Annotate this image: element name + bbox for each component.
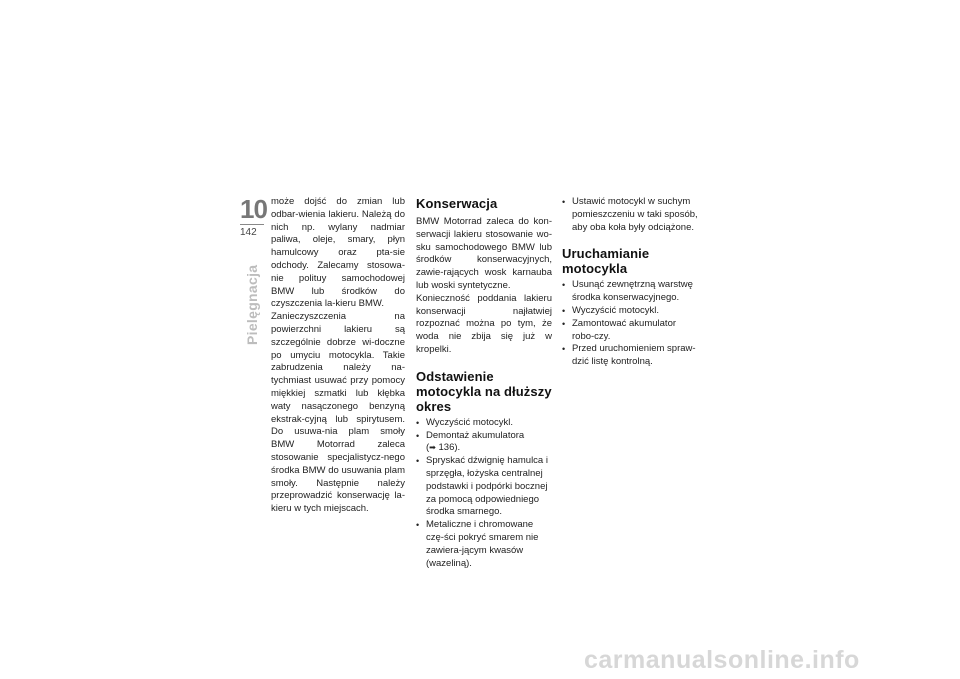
list-item-text: Przed uruchomieniem spraw-dzić listę kontrolną. [572, 343, 696, 368]
bullet-icon: • [562, 280, 566, 291]
page-reference[interactable]: 136). [438, 442, 461, 454]
bullet-icon: • [416, 417, 420, 428]
watermark: carmanualsonline.info [584, 646, 860, 674]
list-item [416, 519, 552, 570]
page-reference-open: ( [426, 442, 430, 454]
paragraph: Konieczność poddania lakieru konserwacji najłatwiej rozpoznać można po tym, że woda nie zbija się już w kropelki. [416, 292, 552, 355]
list-item-text: Wyczyścić motocykl. [572, 304, 660, 316]
list-item [416, 430, 552, 456]
bullet-list [416, 417, 552, 571]
list-item-text: Wyczyścić motocykl. [426, 416, 514, 428]
chapter-separator [240, 224, 264, 225]
list-item [562, 343, 698, 369]
bullet-list [562, 196, 698, 234]
section-heading-konserwacja: Konserwacja [416, 196, 498, 211]
chapter-title: Pielęgnacja [244, 264, 260, 345]
list-item [416, 455, 552, 519]
bullet-icon: • [416, 456, 420, 467]
bullet-icon: • [562, 305, 566, 316]
paragraph: Zanieczyszczenia na powierzchni lakieru są szczególnie dobrze wi-doczne po umyciu motocykla. Takie zabrudzenia należy na-tychmiast usuwać przy pomocy miękkiej szmatki lub kłębka waty nasączonego benzyną ekstrak-cyjną lub spirytusem. Do usuwa-nia plam smoły BMW Motorrad zaleca stosowanie specjalistycz-nego środka BMW do usuwania plam smoły. Następnie należy przeprowadzić konserwację la-kieru w tych miejscach. [271, 311, 405, 515]
section-heading-uruchamianie: Uruchamianie motocykla [562, 246, 650, 277]
bullet-list [562, 279, 698, 369]
bullet-icon: • [416, 430, 420, 441]
page-number: 142 [240, 227, 257, 238]
list-item-text: Ustawić motocykl w suchym pomieszczeniu w taki sposób, aby oba koła były odciążone. [572, 196, 698, 233]
bullet-icon: • [562, 344, 566, 355]
section-heading-odstawienie: Odstawienie motocykla na dłuższy okres [416, 368, 552, 414]
column-3 [562, 196, 698, 369]
bullet-icon: • [562, 318, 566, 329]
list-item [416, 417, 552, 430]
list-item [562, 279, 698, 305]
column-2 [416, 196, 552, 570]
chapter-number: 10 [240, 194, 267, 224]
list-item-text: Zamontować akumulator robo-czy. [572, 317, 677, 342]
list-item [562, 318, 698, 344]
paragraph: BMW Motorrad zaleca do kon-serwacji lakieru stosowanie wo-sku samochodowego BMW lub środków konserwacyjnych, zawie-rających wosk karnauba lub woski syntetyczne. [416, 216, 552, 291]
list-item-text: Metaliczne i chromowane czę-ści pokryć smarem nie zawiera-jącym kwasów (wazeliną). [426, 519, 539, 569]
bullet-icon: • [562, 197, 566, 207]
list-item-text: Spryskać dźwignię hamulca i sprzęgła, łożyska centralnej podstawki i podpórki bocznej za pomocą odpowiedniego środka smarnego. [426, 455, 548, 518]
list-item-text: Usunąć zewnętrzną warstwę środka konserwacyjnego. [572, 279, 693, 304]
list-item-text: Demontaż akumulatora [426, 429, 525, 441]
paragraph: może dojść do zmian lub odbar-wienia lakieru. Należą do nich np. wylany nadmiar paliwa, oleje, smary, płyn hamulcowy oraz pta-sie odchody. Zalecamy stosowa-nie polituy samochodowej BMW lub środków do czyszczenia la-kieru BMW. [271, 196, 405, 310]
bullet-icon: • [416, 520, 420, 531]
column-1 [271, 196, 405, 516]
list-item [562, 305, 698, 318]
arrow-right-icon: ➡ [429, 443, 436, 453]
list-item [562, 196, 698, 234]
